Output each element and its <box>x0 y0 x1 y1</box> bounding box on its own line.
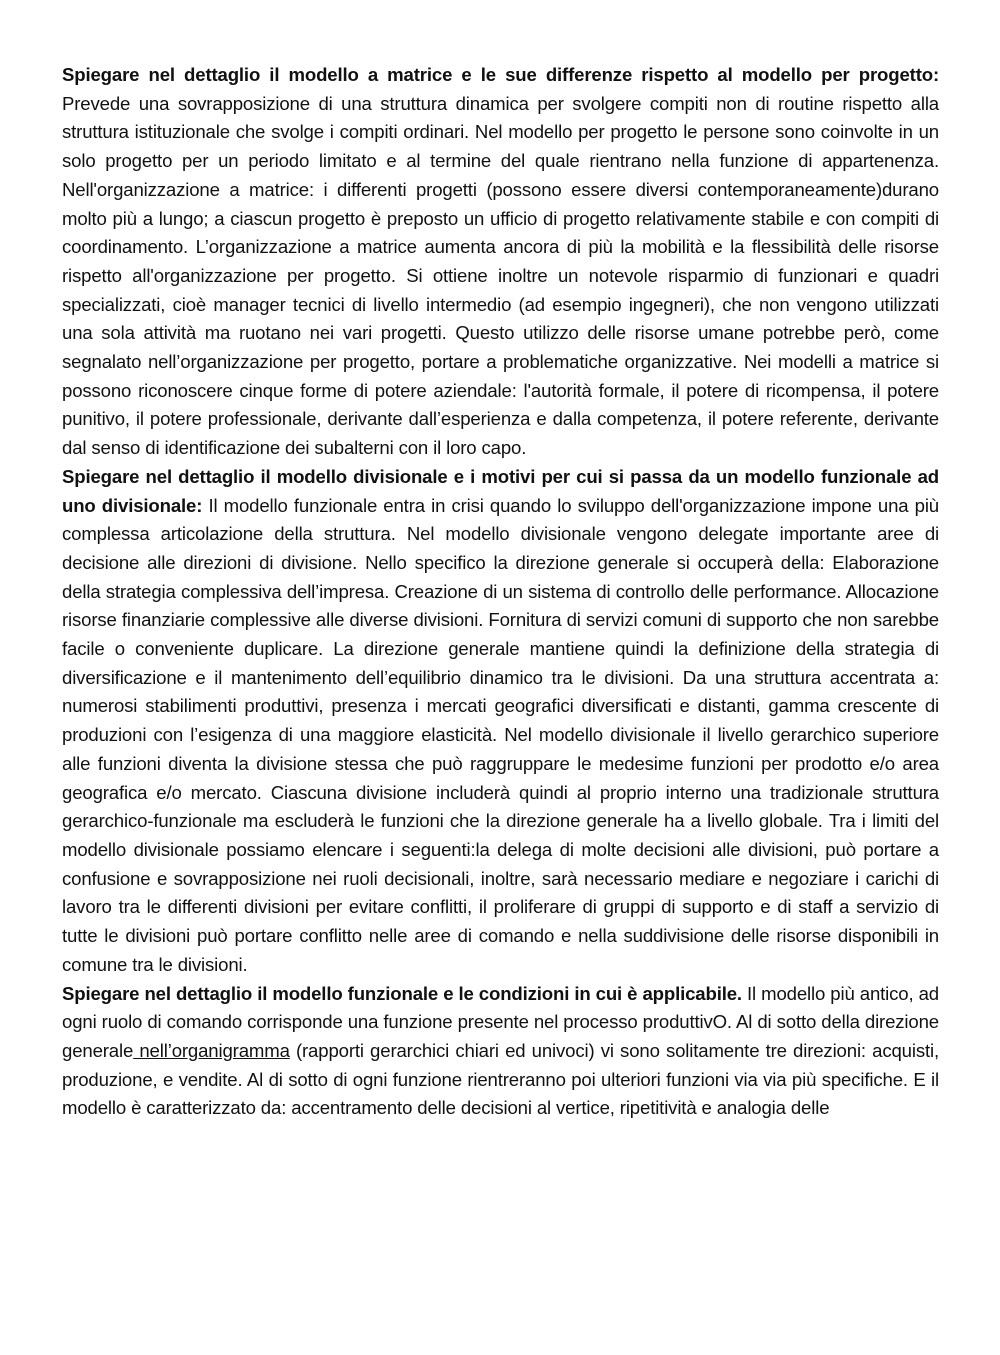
section-divisional-model <box>62 463 939 980</box>
section-heading: Spiegare nel dettaglio il modello a matrice e le sue differenze rispetto al modello per progetto: <box>62 64 939 85</box>
section-functional-model <box>62 980 939 1124</box>
section-body-part: (rapporti gerarchici chiari ed univoci) vi sono solitamente tre direzioni: acquisti, produzione, e vendite. Al di sotto di ogni funzione rientreranno poi ulteriori funzioni via via più specifiche. E il modello è caratterizzato da: accentramento delle decisioni al vertice, ripetitività e analogia delle <box>62 1039 939 1119</box>
underlined-term: nell’organigramma <box>133 1039 290 1061</box>
section-matrix-model <box>62 61 939 463</box>
section-heading: Spiegare nel dettaglio il modello funzionale e le condizioni in cui è applicabile. <box>62 982 742 1004</box>
section-body-part: Il modello più antico, ad ogni ruolo di comando corrisponde una funzione presente nel processo produttivO. Al di sotto della direzione generale <box>62 982 939 1061</box>
section-body: Il modello funzionale entra in crisi quando lo sviluppo dell'organizzazione impone una più complessa articolazione della struttura. Nel modello divisionale vengono delegate importante aree di decisione alle direzioni di divisione. Nello specifico la direzione generale si occuperà della: Elaborazione della strategia complessiva dell’impresa. Creazione di un sistema di controllo delle performance. Allocazione risorse finanziarie complessive alle diverse divisioni. Fornitura di servizi comuni di supporto che non sarebbe facile o conveniente duplicare. La direzione generale mantiene quindi la definizione della strategia di diversificazione e il mantenimento dell’equilibrio dinamico tra le divisioni. Da una struttura accentrata a: numerosi stabilimenti produttivi, presenza i mercati geografici diversificati e distanti, gamma crescente di produzioni con l’esigenza di una maggiore elasticità. Nel modello divisionale il livello gerarchico superiore alle funzioni diventa la divisione stessa che può raggruppare le medesime funzioni per prodotto e/o area geografica e/o mercato. Ciascuna divisione includerà quindi al proprio interno una tradizionale struttura gerarchico-funzionale ma escluderà le funzioni che la direzione generale ha a livello globale. Tra i limiti del modello divisionale possiamo elencare i seguenti:la delega di molte decisioni alle divisioni, può portare a confusione e sovrapposizione nei ruoli decisionali, inoltre, sarà necessario mediare e negoziare i carichi di lavoro tra le differenti divisioni per evitare conflitti, il proliferare di gruppi di supporto e di staff a servizio di tutte le divisioni può portare conflitto nelle aree di comando e nella suddivisione delle risorse disponibili in comune tra le divisioni. <box>62 494 939 975</box>
document-page <box>62 61 939 1123</box>
section-heading: Spiegare nel dettaglio il modello divisionale e i motivi per cui si passa da un modello funzionale ad uno divisionale: <box>62 465 939 516</box>
section-body: Prevede una sovrapposizione di una struttura dinamica per svolgere compiti non di routine rispetto alla struttura istituzionale che svolge i compiti ordinari. Nel modello per progetto le persone sono coinvolte in un solo progetto per un periodo limitato e al termine del quale rientrano nella funzione di appartenenza. Nell'organizzazione a matrice: i differenti progetti (possono essere diversi contemporaneamente)durano molto più a lungo; a ciascun progetto è preposto un ufficio di progetto relativamente stabile e con compiti di coordinamento. L’organizzazione a matrice aumenta ancora di più la mobilità e la flessibilità delle risorse rispetto all'organizzazione per progetto. Si ottiene inoltre un notevole risparmio di funzionari e quadri specializzati, cioè manager tecnici di livello intermedio (ad esempio ingegneri), che non vengono utilizzati una sola attività ma ruotano nei vari progetti. Questo utilizzo delle risorse umane potrebbe però, come segnalato nell’organizzazione per progetto, portare a problematiche organizzative. Nei modelli a matrice si possono riconoscere cinque forme di potere aziendale: l'autorità formale, il potere di ricompensa, il potere punitivo, il potere professionale, derivante dall’esperienza e dalla competenza, il potere referente, derivante dal senso di identificazione dei subalterni con il loro capo. <box>62 92 939 459</box>
